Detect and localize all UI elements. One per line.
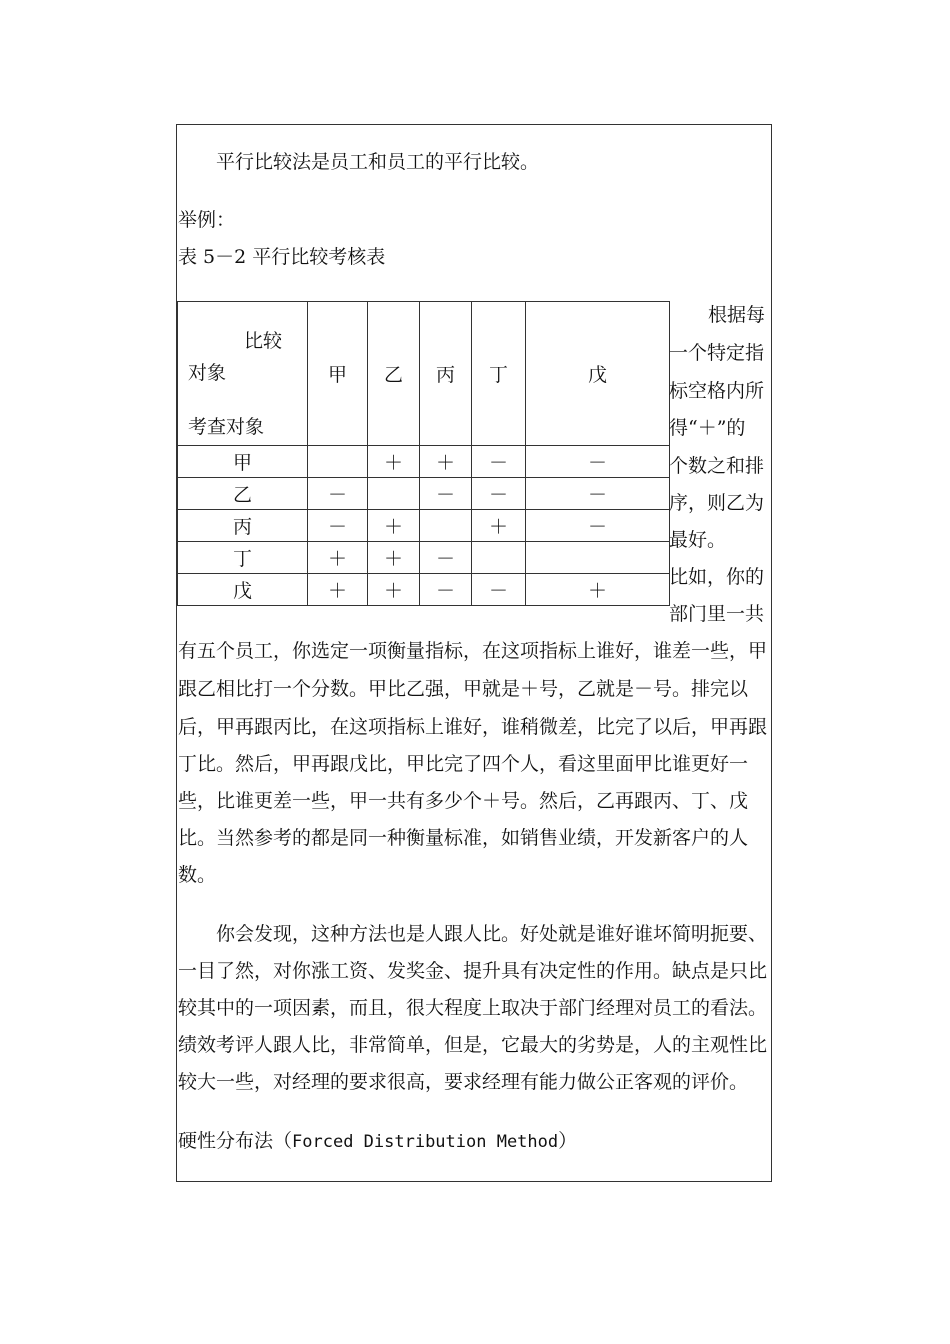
table-cell: ＋ xyxy=(368,510,420,542)
table-caption: 表 5－2 平行比较考核表 xyxy=(178,246,386,268)
table-cell: ＋ xyxy=(472,510,526,542)
header-corner-cell xyxy=(178,302,308,446)
table-cell: ＋ xyxy=(368,574,420,606)
side-text-line: 得“＋”的 xyxy=(669,417,746,439)
intro-text: 平行比较法是员工和员工的平行比较。 xyxy=(216,151,540,173)
row-label: 丁 xyxy=(178,542,308,574)
table-cell: ＋ xyxy=(420,446,472,478)
heading-suffix: ） xyxy=(558,1130,578,1152)
paragraph-line: 一目了然，对你涨工资、发奖金、提升具有决定性的作用。缺点是只比 xyxy=(178,960,768,982)
paragraph-line: 些，比谁更差一些，甲一共有多少个＋号。然后，乙再跟丙、丁、戊 xyxy=(178,790,749,812)
row-label: 乙 xyxy=(178,478,308,510)
table-cell xyxy=(472,542,526,574)
table-cell: － xyxy=(526,446,670,478)
comparison-table xyxy=(177,301,670,606)
side-text-line: 一个特定指 xyxy=(669,342,765,364)
side-text-line: 根据每 xyxy=(708,304,766,326)
paragraph-line: 有五个员工，你选定一项衡量指标，在这项指标上谁好，谁差一些，甲 xyxy=(178,640,768,662)
side-text-line: 最好。 xyxy=(669,529,727,551)
side-text-line: 个数之和排 xyxy=(669,455,765,477)
table-cell: － xyxy=(420,478,472,510)
table-cell: ＋ xyxy=(308,542,368,574)
table-cell: ＋ xyxy=(526,574,670,606)
table-row xyxy=(178,510,670,542)
table-row xyxy=(178,478,670,510)
table-cell: － xyxy=(526,510,670,542)
side-text-line: 比如，你的 xyxy=(669,566,765,588)
paragraph-line: 后，甲再跟丙比，在这项指标上谁好，谁稍微差，比完了以后，甲再跟 xyxy=(178,716,768,738)
table-cell: ＋ xyxy=(368,542,420,574)
table-cell: － xyxy=(472,574,526,606)
side-text-line: 标空格内所 xyxy=(669,380,765,402)
example-label: 举例： xyxy=(178,209,236,231)
table-cell: － xyxy=(472,478,526,510)
section-heading xyxy=(178,1129,577,1154)
column-header: 甲 xyxy=(308,302,368,446)
table-cell xyxy=(526,542,670,574)
table-cell: － xyxy=(308,510,368,542)
table-cell: ＋ xyxy=(368,446,420,478)
table-cell: － xyxy=(420,574,472,606)
column-header: 丙 xyxy=(420,302,472,446)
paragraph-line: 跟乙相比打一个分数。甲比乙强，甲就是＋号，乙就是－号。排完以 xyxy=(178,678,749,700)
table-row xyxy=(178,574,670,606)
paragraph-line: 数。 xyxy=(178,864,217,886)
column-header: 戊 xyxy=(526,302,670,446)
table-cell: ＋ xyxy=(308,574,368,606)
table-header-row xyxy=(178,302,670,446)
header-mid-label: 对象 xyxy=(188,362,227,384)
table-cell: － xyxy=(308,478,368,510)
column-header: 丁 xyxy=(472,302,526,446)
paragraph-line: 比。当然参考的都是同一种衡量标准，如销售业绩，开发新客户的人 xyxy=(178,827,749,849)
paragraph-line: 较大一些，对经理的要求很高，要求经理有能力做公正客观的评价。 xyxy=(178,1071,749,1093)
column-header: 乙 xyxy=(368,302,420,446)
heading-english: Forced Distribution Method xyxy=(292,1132,559,1152)
table-cell: － xyxy=(472,446,526,478)
side-text-line: 部门里一共 xyxy=(669,603,765,625)
table-cell xyxy=(308,446,368,478)
table-row xyxy=(178,446,670,478)
row-label: 戊 xyxy=(178,574,308,606)
paragraph-line: 丁比。然后，甲再跟戊比，甲比完了四个人，看这里面甲比谁更好一 xyxy=(178,753,749,775)
table-cell: － xyxy=(420,542,472,574)
table-cell xyxy=(368,478,420,510)
row-label: 甲 xyxy=(178,446,308,478)
table-cell xyxy=(420,510,472,542)
paragraph-line: 较其中的一项因素，而且，很大程度上取决于部门经理对员工的看法。 xyxy=(178,997,768,1019)
table-cell: － xyxy=(526,478,670,510)
row-label: 丙 xyxy=(178,510,308,542)
side-text-line: 序，则乙为 xyxy=(669,492,765,514)
header-top-label: 比较 xyxy=(244,330,283,352)
heading-prefix: 硬性分布法（ xyxy=(178,1130,293,1152)
paragraph-line: 绩效考评人跟人比，非常简单，但是，它最大的劣势是，人的主观性比 xyxy=(178,1034,768,1056)
paragraph-line: 你会发现，这种方法也是人跟人比。好处就是谁好谁坏简明扼要、 xyxy=(216,923,768,945)
header-bottom-label: 考查对象 xyxy=(188,416,265,438)
table-row xyxy=(178,542,670,574)
